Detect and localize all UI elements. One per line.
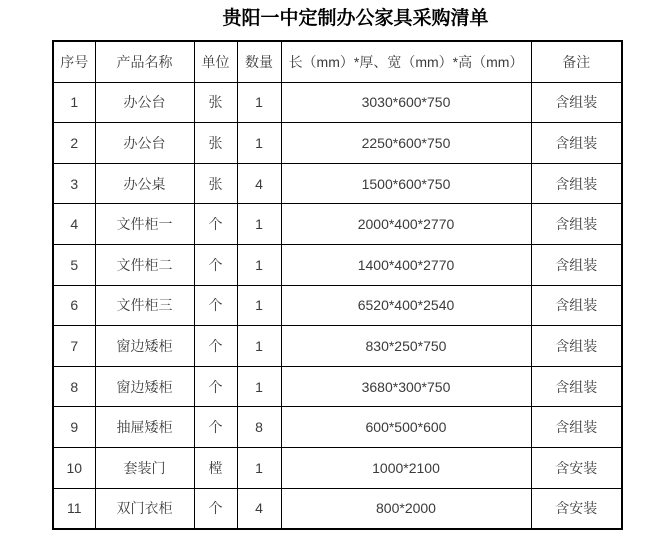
cell-no: 11 — [53, 488, 95, 529]
cell-size: 600*500*600 — [281, 407, 531, 448]
cell-note: 含组装 — [531, 285, 622, 326]
cell-unit: 个 — [194, 285, 237, 326]
cell-name: 办公桌 — [95, 163, 194, 204]
table-row — [53, 407, 622, 448]
cell-name: 窗边矮柜 — [95, 326, 194, 367]
table-row — [53, 204, 622, 245]
cell-name: 套装门 — [95, 447, 194, 488]
cell-size: 6520*400*2540 — [281, 285, 531, 326]
cell-note: 含组装 — [531, 407, 622, 448]
cell-size: 1400*400*2770 — [281, 244, 531, 285]
furniture-table-container — [52, 40, 623, 530]
cell-note: 含组装 — [531, 366, 622, 407]
table-row — [53, 82, 622, 123]
cell-size: 2000*400*2770 — [281, 204, 531, 245]
cell-no: 4 — [53, 204, 95, 245]
cell-unit: 个 — [194, 244, 237, 285]
cell-unit: 个 — [194, 366, 237, 407]
cell-size: 3680*300*750 — [281, 366, 531, 407]
cell-unit: 个 — [194, 204, 237, 245]
cell-unit: 个 — [194, 407, 237, 448]
cell-no: 5 — [53, 244, 95, 285]
column-header-qty: 数量 — [237, 41, 281, 82]
table-row — [53, 123, 622, 164]
cell-name: 文件柜三 — [95, 285, 194, 326]
cell-qty: 1 — [237, 447, 281, 488]
cell-note: 含组装 — [531, 204, 622, 245]
column-header-no: 序号 — [53, 41, 95, 82]
column-header-unit: 单位 — [194, 41, 237, 82]
table-row — [53, 163, 622, 204]
cell-unit: 个 — [194, 488, 237, 529]
cell-unit: 张 — [194, 163, 237, 204]
cell-qty: 8 — [237, 407, 281, 448]
column-header-note: 备注 — [531, 41, 622, 82]
cell-note: 含安装 — [531, 447, 622, 488]
cell-qty: 4 — [237, 488, 281, 529]
cell-name: 办公台 — [95, 123, 194, 164]
cell-note: 含安装 — [531, 488, 622, 529]
table-row — [53, 285, 622, 326]
table-body — [53, 82, 622, 529]
header-row — [53, 41, 622, 82]
cell-no: 9 — [53, 407, 95, 448]
cell-note: 含组装 — [531, 82, 622, 123]
cell-no: 7 — [53, 326, 95, 367]
cell-name: 文件柜二 — [95, 244, 194, 285]
cell-size: 830*250*750 — [281, 326, 531, 367]
cell-qty: 1 — [237, 366, 281, 407]
cell-no: 6 — [53, 285, 95, 326]
table-row — [53, 366, 622, 407]
page-title: 贵阳一中定制办公家具采购清单 — [222, 8, 489, 29]
cell-qty: 1 — [237, 204, 281, 245]
table-row — [53, 488, 622, 529]
cell-name: 办公台 — [95, 82, 194, 123]
cell-no: 8 — [53, 366, 95, 407]
cell-qty: 1 — [237, 123, 281, 164]
cell-unit: 个 — [194, 326, 237, 367]
table-row — [53, 447, 622, 488]
cell-qty: 1 — [237, 285, 281, 326]
cell-note: 含组装 — [531, 244, 622, 285]
cell-size: 3030*600*750 — [281, 82, 531, 123]
column-header-name: 产品名称 — [95, 41, 194, 82]
table-row — [53, 326, 622, 367]
cell-note: 含组装 — [531, 123, 622, 164]
cell-unit: 张 — [194, 123, 237, 164]
cell-unit: 樘 — [194, 447, 237, 488]
cell-size: 2250*600*750 — [281, 123, 531, 164]
cell-qty: 1 — [237, 244, 281, 285]
cell-qty: 1 — [237, 82, 281, 123]
cell-note: 含组装 — [531, 326, 622, 367]
cell-size: 1500*600*750 — [281, 163, 531, 204]
cell-name: 文件柜一 — [95, 204, 194, 245]
cell-qty: 1 — [237, 326, 281, 367]
cell-name: 双门衣柜 — [95, 488, 194, 529]
cell-name: 抽屉矮柜 — [95, 407, 194, 448]
cell-note: 含组装 — [531, 163, 622, 204]
cell-no: 10 — [53, 447, 95, 488]
cell-no: 2 — [53, 123, 95, 164]
cell-qty: 4 — [237, 163, 281, 204]
cell-size: 800*2000 — [281, 488, 531, 529]
cell-unit: 张 — [194, 82, 237, 123]
column-header-size: 长（mm）*厚、宽（mm）*高（mm） — [281, 41, 531, 82]
cell-no: 3 — [53, 163, 95, 204]
cell-size: 1000*2100 — [281, 447, 531, 488]
table-row — [53, 244, 622, 285]
cell-no: 1 — [53, 82, 95, 123]
furniture-table — [52, 40, 623, 530]
cell-name: 窗边矮柜 — [95, 366, 194, 407]
